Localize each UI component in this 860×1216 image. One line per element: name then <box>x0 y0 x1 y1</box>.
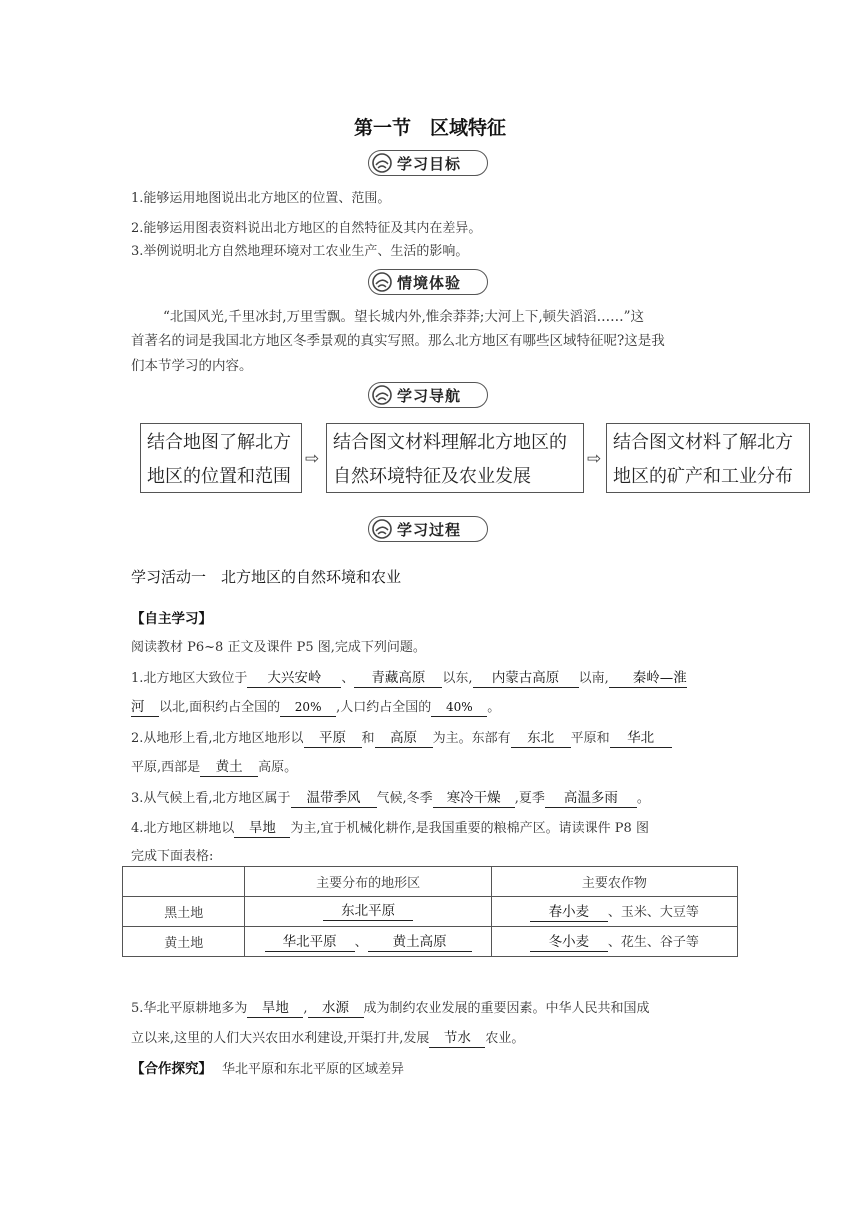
answer-blank: 20% <box>280 699 336 717</box>
question-text: 以北,面积约占全国的 <box>159 700 281 715</box>
answer-blank: 旱地 <box>247 1000 303 1018</box>
flow-step-line: 地区的位置和范围 <box>147 466 291 487</box>
question-text: 立以来,这里的人们大兴农田水利建设,开渠打井,发展 <box>131 1031 430 1046</box>
flow-step-1 <box>140 423 302 493</box>
table-header-row <box>123 867 738 897</box>
question-5 <box>131 997 650 1018</box>
question-text: 2.从地形上看,北方地区地形以 <box>131 731 304 746</box>
question-1-cont <box>131 696 500 717</box>
answer-blank: 青藏高原 <box>354 670 442 688</box>
answer-blank: 40% <box>431 699 487 717</box>
flow-step-3 <box>606 423 810 493</box>
coop-label: 【合作探究】 <box>131 1061 212 1077</box>
context-line: 首著名的词是我国北方地区冬季景观的真实写照。那么北方地区有哪些区域特征呢?这是我 <box>131 333 665 349</box>
question-2-cont <box>131 756 297 777</box>
question-text: 平原,西部是 <box>131 760 201 775</box>
answer-blank: 内蒙古高原 <box>473 670 579 688</box>
study-swirl-icon <box>371 384 393 406</box>
question-5-cont <box>131 1027 524 1048</box>
question-text: 、 <box>341 671 355 686</box>
self-study-intro: 阅读教材 P6~8 正文及课件 P5 图,完成下列问题。 <box>131 640 426 655</box>
answer-blank: 春小麦 <box>530 904 608 922</box>
question-text: , <box>303 1001 308 1016</box>
crop-rest: 、花生、谷子等 <box>607 935 699 950</box>
answer-blank: 高温多雨 <box>545 790 637 808</box>
table-cell-region <box>245 927 491 957</box>
cooperative-inquiry <box>131 1057 404 1077</box>
goal-item: 2.能够运用图表资料说出北方地区的自然特征及其内在差异。 <box>131 221 482 236</box>
answer-blank: 大兴安岭 <box>247 670 341 688</box>
question-text: 和 <box>361 731 375 746</box>
context-line: “北国风光,千里冰封,万里雪飘。望长城内外,惟余莽莽;大河上下,顿失滔滔……”这 <box>163 309 645 325</box>
answer-blank: 黄土高原 <box>368 934 472 952</box>
question-4-cont: 完成下面表格: <box>131 849 214 864</box>
table-row <box>123 897 738 927</box>
answer-blank: 东北 <box>511 730 571 748</box>
flow-step-2 <box>326 423 584 493</box>
flow-step-line: 结合地图了解北方 <box>147 432 291 453</box>
answer-blank: 节水 <box>429 1030 485 1048</box>
question-2 <box>131 727 672 748</box>
banner-label: 学习目标 <box>397 154 462 173</box>
banner-learning-process <box>368 516 488 542</box>
goal-item: 1.能够运用地图说出北方地区的位置、范围。 <box>131 191 391 206</box>
table-header-cell <box>123 867 245 897</box>
farmland-table <box>122 866 738 957</box>
question-1 <box>131 667 687 688</box>
table-cell-region <box>245 897 491 927</box>
question-text: ,夏季 <box>514 791 545 806</box>
flow-step-line: 结合图文材料理解北方地区的 <box>333 432 567 453</box>
crop-rest: 、玉米、大豆等 <box>607 905 699 920</box>
study-swirl-icon <box>371 271 393 293</box>
answer-blank: 寒冷干燥 <box>433 790 515 808</box>
banner-learning-guide <box>368 382 488 408</box>
table-cell-crop <box>491 897 737 927</box>
answer-blank: 黄土 <box>200 759 258 777</box>
question-text: 。 <box>487 700 501 715</box>
question-text: 4.北方地区耕地以 <box>131 821 235 836</box>
table-header-cell: 主要农作物 <box>491 867 737 897</box>
banner-context-experience <box>368 269 488 295</box>
question-text: 为主。东部有 <box>432 731 511 746</box>
flow-step-line: 自然环境特征及农业发展 <box>333 466 531 487</box>
question-text: 成为制约农业发展的重要因素。中华人民共和国成 <box>363 1001 650 1016</box>
answer-blank: 冬小麦 <box>530 934 608 952</box>
answer-blank: 水源 <box>308 1000 364 1018</box>
banner-label: 情境体验 <box>397 273 462 292</box>
self-study-label: 【自主学习】 <box>131 611 212 627</box>
question-text: 高原。 <box>258 760 298 775</box>
coop-text: 华北平原和东北平原的区域差异 <box>222 1062 405 1077</box>
flow-arrow-icon: ⇨ <box>305 449 320 469</box>
answer-blank: 东北平原 <box>323 903 413 921</box>
answer-blank: 华北 <box>610 730 672 748</box>
table-cell-soil: 黄土地 <box>123 927 245 957</box>
question-text: 平原和 <box>570 731 610 746</box>
answer-blank: 温带季风 <box>291 790 377 808</box>
question-text: 5.华北平原耕地多为 <box>131 1001 248 1016</box>
table-cell-crop <box>491 927 737 957</box>
study-swirl-icon <box>371 518 393 540</box>
question-text: 1.北方地区大致位于 <box>131 671 248 686</box>
goal-item: 3.举例说明北方自然地理环境对工农业生产、生活的影响。 <box>131 244 469 259</box>
question-text: 3.从气候上看,北方地区属于 <box>131 791 291 806</box>
question-text: 气候,冬季 <box>376 791 433 806</box>
answer-blank: 秦岭—淮 <box>609 670 687 688</box>
table-row <box>123 927 738 957</box>
flow-arrow-icon: ⇨ <box>587 449 602 469</box>
question-text: 以南, <box>578 671 609 686</box>
flow-step-line: 结合图文材料了解北方 <box>613 432 793 453</box>
answer-blank: 河 <box>131 699 159 717</box>
answer-blank: 旱地 <box>234 820 290 838</box>
question-3 <box>131 787 650 808</box>
study-swirl-icon <box>371 152 393 174</box>
question-text: 为主,宜于机械化耕作,是我国重要的粮棉产区。请读课件 P8 图 <box>290 821 649 836</box>
answer-blank: 平原 <box>304 730 362 748</box>
flow-step-line: 地区的矿产和工业分布 <box>613 466 793 487</box>
context-line: 们本节学习的内容。 <box>131 358 253 374</box>
question-4 <box>131 817 649 838</box>
banner-label: 学习导航 <box>397 386 462 405</box>
answer-blank: 高原 <box>375 730 433 748</box>
question-text: ,人口约占全国的 <box>336 700 432 715</box>
answer-blank: 华北平原 <box>265 934 355 952</box>
table-header-cell: 主要分布的地形区 <box>245 867 491 897</box>
banner-learning-goals <box>368 150 488 176</box>
table-cell-soil: 黑土地 <box>123 897 245 927</box>
region-separator: 、 <box>354 935 368 950</box>
page-title: 第一节 区域特征 <box>353 117 506 139</box>
question-text: 农业。 <box>485 1031 525 1046</box>
banner-label: 学习过程 <box>397 520 462 539</box>
activity-title: 学习活动一 北方地区的自然环境和农业 <box>131 568 402 586</box>
question-text: 。 <box>636 791 650 806</box>
question-text: 以东, <box>442 671 473 686</box>
